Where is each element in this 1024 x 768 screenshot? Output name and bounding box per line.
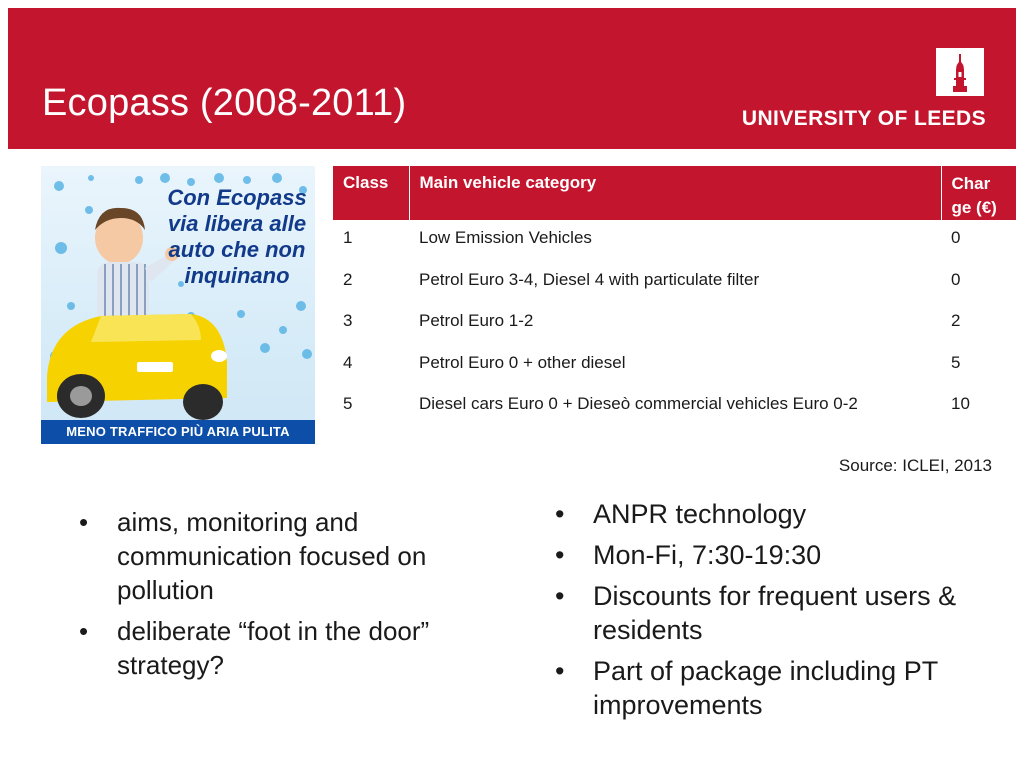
bullet-icon: •	[555, 499, 565, 529]
slide-title: Ecopass (2008-2011)	[42, 82, 407, 124]
cell-charge: 0	[951, 228, 961, 247]
bullet-icon: •	[555, 581, 565, 611]
cell-category: Low Emission Vehicles	[419, 228, 592, 247]
bullet-icon: •	[555, 656, 565, 686]
header-category: Main vehicle category	[409, 166, 941, 220]
list-item	[555, 654, 995, 722]
charge-table	[333, 166, 1016, 428]
left-bullet-list	[79, 505, 499, 689]
bullet-icon: •	[79, 507, 89, 537]
cell-class: 5	[343, 394, 353, 414]
cell-class: 1	[343, 228, 353, 247]
cell-charge: 2	[951, 311, 961, 331]
list-item	[555, 497, 995, 531]
bullet-text: Part of package including PT improvements	[593, 656, 938, 720]
poster-headline: Con Ecopass via libera alle auto che non inquinano	[167, 185, 307, 288]
cell-category: Petrol Euro 0 + other diesel	[419, 352, 626, 372]
header-charge: Char ge (€)	[941, 166, 1016, 220]
bullet-text: aims, monitoring and communication focused on pollution	[117, 507, 427, 605]
table-row	[333, 386, 1016, 428]
cell-class: 2	[343, 269, 353, 289]
source-citation: Source: ICLEI, 2013	[838, 456, 992, 475]
table-row	[333, 303, 1016, 345]
cell-class: 3	[343, 311, 353, 331]
bullet-text: deliberate “foot in the door” strategy?	[117, 616, 430, 680]
cell-class: 4	[343, 352, 353, 372]
bullet-icon: •	[555, 540, 565, 570]
cell-category: Petrol Euro 3-4, Diesel 4 with particulate filter	[419, 269, 760, 289]
table-row	[333, 262, 1016, 304]
table-row	[333, 345, 1016, 387]
cell-category: Petrol Euro 1-2	[419, 311, 534, 331]
right-bullet-list	[555, 497, 995, 729]
ecopass-poster-image	[41, 166, 315, 444]
bullet-text: Discounts for frequent users & residents	[593, 581, 957, 645]
poster-footer-banner: MENO TRAFFICO PIÙ ARIA PULITA	[41, 420, 315, 444]
table-header-row	[333, 166, 1016, 220]
cell-category: Diesel cars Euro 0 + Dieseò commercial vehicles Euro 0-2	[419, 394, 858, 414]
university-tower-icon	[936, 48, 984, 96]
university-logo-text: UNIVERSITY OF LEEDS	[741, 107, 986, 130]
header-class: Class	[333, 166, 409, 220]
table-row	[333, 220, 1016, 262]
cell-charge: 5	[951, 352, 961, 372]
bullet-text: Mon-Fi, 7:30-19:30	[593, 540, 822, 570]
cell-charge: 10	[951, 394, 970, 414]
bullet-text: ANPR technology	[593, 499, 807, 529]
list-item	[555, 579, 995, 647]
list-item	[79, 505, 499, 607]
title-bar	[8, 8, 1016, 149]
cell-charge: 0	[951, 269, 961, 289]
list-item	[555, 538, 995, 572]
bullet-icon: •	[79, 616, 89, 646]
list-item	[79, 614, 499, 682]
